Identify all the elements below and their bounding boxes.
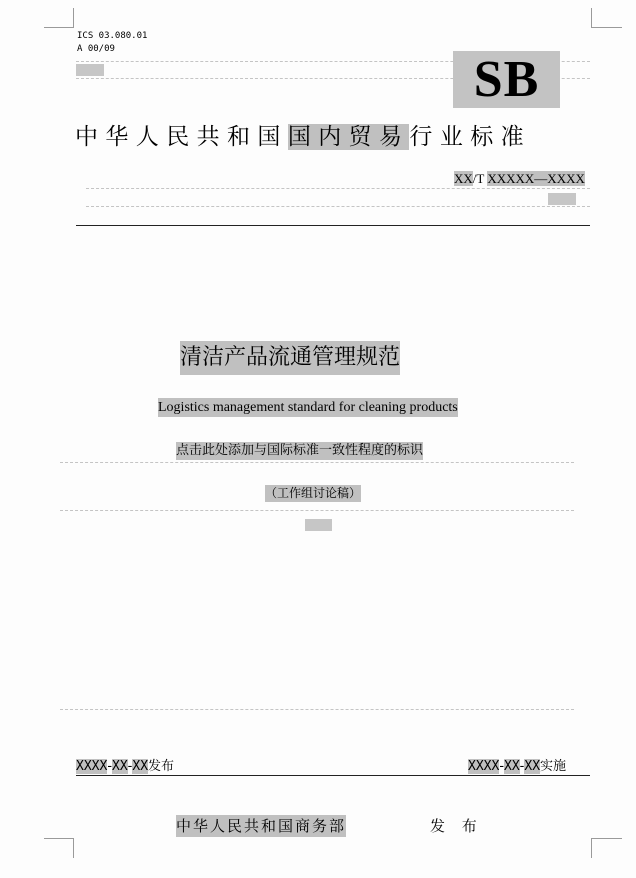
date-dash: -	[499, 759, 505, 774]
header-separator	[76, 225, 590, 226]
domain-field[interactable]: 国内贸易	[287, 124, 410, 150]
issue-label: 发 布	[430, 817, 483, 835]
title-rule	[60, 510, 574, 511]
consistency-note-field[interactable]: 点击此处添加与国际标准一致性程度的标识	[176, 443, 424, 458]
country-name: 中华人民共和国	[75, 124, 288, 150]
record-number-field[interactable]	[76, 64, 104, 76]
replaced-standard-field[interactable]	[548, 193, 576, 205]
crop-mark-top-left	[73, 8, 74, 28]
header-rule	[76, 61, 422, 62]
sb-logo: SB	[453, 51, 560, 108]
date-dash: -	[107, 759, 113, 774]
completion-date-field[interactable]	[305, 519, 332, 531]
date-dash: -	[127, 759, 133, 774]
code-rule	[86, 206, 590, 207]
issuing-authority-field[interactable]: 中华人民共和国商务部	[176, 817, 347, 835]
crop-mark-bottom-right	[591, 838, 592, 858]
implement-year-field[interactable]: XXXX	[468, 759, 500, 774]
crop-mark-bottom-left	[44, 838, 74, 839]
code-slash: /T	[472, 171, 488, 186]
standard-category-title	[75, 120, 595, 154]
classification-block	[77, 30, 147, 56]
publish-year-field[interactable]: XXXX	[76, 759, 108, 774]
crop-mark-top-left	[44, 27, 74, 28]
footer-separator	[76, 775, 590, 776]
code-prefix-field[interactable]: XX	[454, 171, 473, 186]
draft-stage-label[interactable]: （工作组讨论稿）	[265, 486, 362, 500]
ccs-code[interactable]: A 00/09	[77, 44, 115, 54]
date-area-rule	[60, 709, 574, 710]
ics-code[interactable]: ICS 03.080.01	[77, 31, 148, 41]
code-rule	[86, 188, 590, 189]
document-title-cn[interactable]: 清洁产品流通管理规范	[180, 341, 400, 375]
date-dash: -	[519, 759, 525, 774]
implement-date	[468, 758, 566, 775]
standard-code	[454, 171, 585, 187]
implement-month-field[interactable]: XX	[504, 759, 520, 774]
implement-label: 实施	[540, 759, 567, 774]
crop-mark-top-right	[592, 27, 622, 28]
category-suffix: 行业标准	[409, 124, 532, 150]
publish-date	[76, 758, 174, 775]
crop-mark-bottom-right	[592, 838, 622, 839]
title-rule	[60, 462, 574, 463]
document-title-en[interactable]: Logistics management standard for cleaning products	[158, 400, 458, 415]
code-number-field[interactable]: XXXXX—XXXX	[487, 171, 585, 186]
publish-day-field[interactable]: XX	[132, 759, 149, 774]
publish-label: 发布	[148, 759, 175, 774]
publish-month-field[interactable]: XX	[112, 759, 128, 774]
crop-mark-bottom-left	[73, 838, 74, 858]
crop-mark-top-right	[591, 8, 592, 28]
header-rule	[76, 78, 422, 79]
implement-day-field[interactable]: XX	[524, 759, 541, 774]
